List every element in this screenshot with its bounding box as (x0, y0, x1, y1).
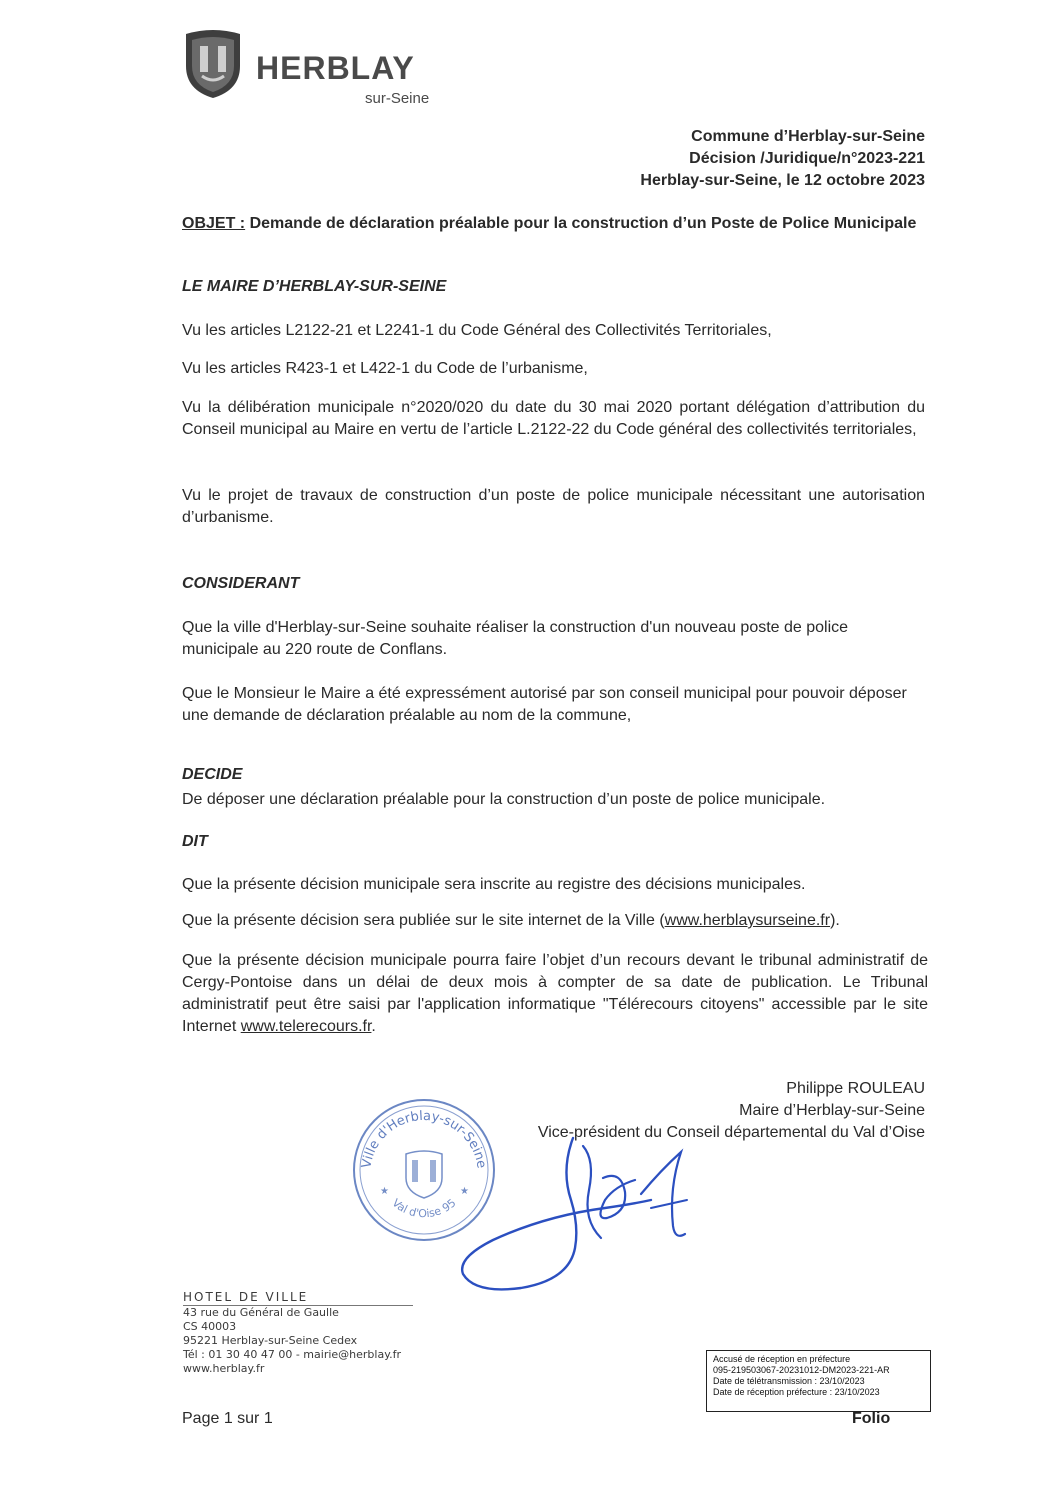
svg-text:★: ★ (460, 1186, 469, 1197)
receipt-line-4: Date de réception préfecture : 23/10/2023 (713, 1387, 880, 1397)
vu-paragraph-4: Vu le projet de travaux de construction d’un poste de police municipale nécessitant une autorisation d’urbanisme. (182, 487, 925, 526)
logo-subtitle: sur-Seine (365, 90, 430, 107)
vu-paragraph-1: Vu les articles L2122-21 et L2241-1 du Code Général des Collectivités Territoriales, (182, 322, 772, 339)
considerant-title: CONSIDERANT (182, 575, 300, 592)
svg-text:Val d'Oise 95: Val d'Oise 95 (389, 1196, 459, 1221)
dit-p3-end: . (371, 1018, 376, 1035)
dit-paragraph-2 (182, 910, 925, 932)
footer-street: 43 rue du Général de Gaulle (183, 1306, 339, 1319)
signatory-role-1: Maire d’Herblay-sur-Seine (739, 1102, 925, 1119)
dit-paragraph-1: Que la présente décision municipale sera inscrite au registre des décisions municipales. (182, 876, 806, 893)
decide-title: DECIDE (182, 766, 243, 783)
dit-p2-end: ). (830, 912, 840, 929)
receipt-line-3: Date de télétransmission : 23/10/2023 (713, 1376, 865, 1386)
decide-text: De déposer une déclaration préalable pour la construction d’un poste de police municipale. (182, 791, 826, 808)
footer-address (183, 1290, 413, 1376)
folio-label: Folio (852, 1410, 891, 1427)
footer-contact: Tél : 01 30 40 47 00 - mairie@herblay.fr (183, 1348, 402, 1361)
objet-label: OBJET : (182, 215, 246, 232)
footer-title: HOTEL DE VILLE (183, 1290, 413, 1306)
footer-cs: CS 40003 (183, 1320, 237, 1333)
commune-name: Commune d’Herblay-sur-Seine (691, 128, 925, 145)
considerant-paragraph-2: Que le Monsieur le Maire a été expressément autorisé par son conseil municipal pour pouvoir déposer une demande de déclaration préalable au nom de la commune, (182, 685, 907, 724)
footer-website: www.herblay.fr (183, 1362, 265, 1375)
dit-p2-text: Que la présente décision sera publiée sur le site internet de la Ville ( (182, 912, 665, 929)
document-header (640, 126, 925, 192)
decision-date: Herblay-sur-Seine, le 12 octobre 2023 (640, 172, 925, 189)
signatory-name: Philippe ROULEAU (786, 1080, 925, 1097)
considerant-paragraph-1: Que la ville d'Herblay-sur-Seine souhaite réaliser la construction d'un nouveau poste de police municipale au 220 route de Conflans. (182, 619, 849, 658)
decision-number: Décision /Juridique/n°2023-221 (689, 150, 925, 167)
receipt-line-1: Accusé de réception en préfecture (713, 1354, 851, 1364)
objet-paragraph (182, 213, 925, 235)
herblay-website-link[interactable]: www.herblaysurseine.fr (664, 912, 831, 929)
dit-p3-text: Que la présente décision municipale pourra faire l’objet d’un recours devant le tribunal administratif de Cergy-Pontoise dans un délai de deux mois à compter de sa date de publication. Le Tribunal administratif peut être saisi par l'application informatique "Télérecours citoyens" accessible par le site Internet (182, 952, 928, 1035)
footer-city: 95221 Herblay-sur-Seine Cedex (183, 1334, 358, 1347)
dit-title: DIT (182, 833, 208, 850)
prefecture-receipt (706, 1350, 931, 1412)
dit-paragraph-3 (182, 950, 928, 1038)
herblay-logo (180, 28, 450, 108)
telerecours-link[interactable]: www.telerecours.fr (240, 1018, 372, 1035)
handwritten-signature (455, 1130, 715, 1295)
svg-text:★: ★ (380, 1186, 389, 1197)
coat-of-arms-icon (180, 28, 246, 100)
svg-text:Ville d'Herblay-sur-Seine: Ville d'Herblay-sur-Seine (359, 1108, 489, 1170)
logo-name: HERBLAY (256, 50, 415, 86)
page-number: Page 1 sur 1 (182, 1410, 273, 1427)
receipt-line-2: 095-219503067-20231012-DM2023-221-AR (713, 1365, 890, 1375)
vu-paragraph-2: Vu les articles R423-1 et L422-1 du Code de l’urbanisme, (182, 360, 588, 377)
objet-text: Demande de déclaration préalable pour la construction d’un Poste de Police Municipale (249, 215, 917, 232)
maire-title: LE MAIRE D’HERBLAY-SUR-SEINE (182, 278, 447, 295)
signatory-role-2: Vice-président du Conseil départemental du Val d’Oise (537, 1124, 925, 1141)
vu-paragraph-3: Vu la délibération municipale n°2020/020 du date du 30 mai 2020 portant délégation d’attribution du Conseil municipal au Maire en vertu de l’article L.2122-22 du Code général des collectivités territoriales, (182, 399, 925, 438)
